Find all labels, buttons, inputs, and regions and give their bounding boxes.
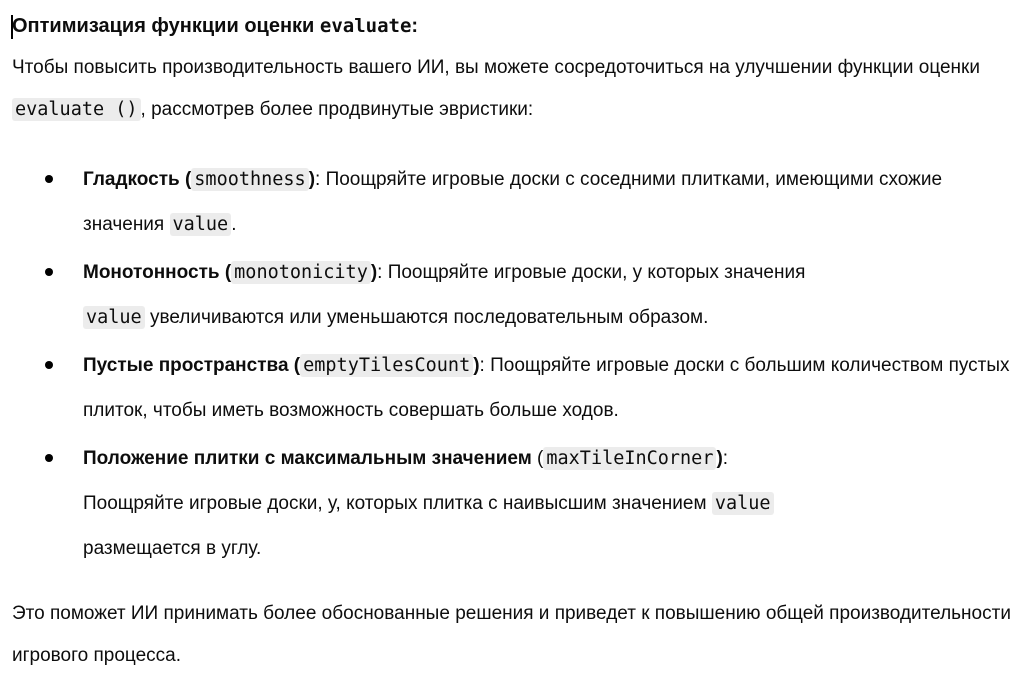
- bullet-icon: [45, 268, 53, 276]
- list-item-max-tile: [12, 436, 1013, 571]
- bullet-icon: [45, 175, 53, 183]
- item-text: : Поощряйте игровые доски с соседними плитками, имеющими схожие значения: [83, 169, 943, 235]
- item-text: : Поощряйте игровые доски с большим количеством пустых плиток, чтобы иметь возможность совершать больше ходов.: [83, 355, 1010, 421]
- heading-suffix: :: [411, 15, 419, 37]
- heading-text: Оптимизация функции оценки: [12, 15, 320, 37]
- inline-code: value: [83, 306, 145, 329]
- term-label: Положение плитки с максимальным значением: [83, 448, 532, 469]
- intro-text-end: , рассмотрев более продвинутые эвристики:: [140, 99, 534, 120]
- heading-code: evaluate: [319, 15, 412, 37]
- outro-paragraph: Это поможет ИИ принимать более обоснованные решения и приведет к повышению общей производительности игрового процесса.: [12, 603, 1011, 666]
- inline-code: value: [712, 492, 774, 515]
- item-text: : Поощряйте игровые доски, у которых значения: [377, 262, 806, 283]
- list-item-monotonicity: [12, 250, 1013, 340]
- intro-inline-code: evaluate (): [12, 98, 141, 121]
- item-text-end: размещается в углу.: [83, 538, 262, 559]
- item-text-colon: :: [722, 448, 729, 469]
- term-code: monotonicity: [231, 261, 371, 284]
- bullet-icon: [45, 361, 53, 369]
- heuristics-list: [12, 157, 1024, 571]
- list-item-empty-tiles: [12, 343, 1013, 433]
- inline-code: value: [170, 213, 232, 236]
- term-code: maxTileInCorner: [543, 447, 716, 470]
- intro-text: Чтобы повысить производительность вашего ИИ, вы можете сосредоточиться на улучшении функции оценки: [12, 57, 980, 78]
- intro-paragraph: [12, 47, 1012, 131]
- section-heading: [12, 6, 1024, 46]
- term-code: smoothness: [191, 168, 308, 191]
- term-label: Гладкость ( smoothness ): [83, 169, 316, 190]
- term-label: Пустые пространства ( emptyTilesCount ): [83, 355, 480, 376]
- item-text-end: .: [231, 214, 237, 235]
- list-item-smoothness: [12, 157, 1013, 247]
- term-close: ): [716, 448, 723, 469]
- term-paren: (: [531, 448, 544, 469]
- bullet-icon: [45, 454, 53, 462]
- item-text-end: увеличиваются или уменьшаются последовательным образом.: [144, 307, 709, 328]
- term-code: emptyTilesCount: [300, 354, 473, 377]
- item-text: Поощряйте игровые доски, у, которых плитка с наивысшим значением: [83, 493, 712, 514]
- term-label: Монотонность ( monotonicity ): [83, 262, 378, 283]
